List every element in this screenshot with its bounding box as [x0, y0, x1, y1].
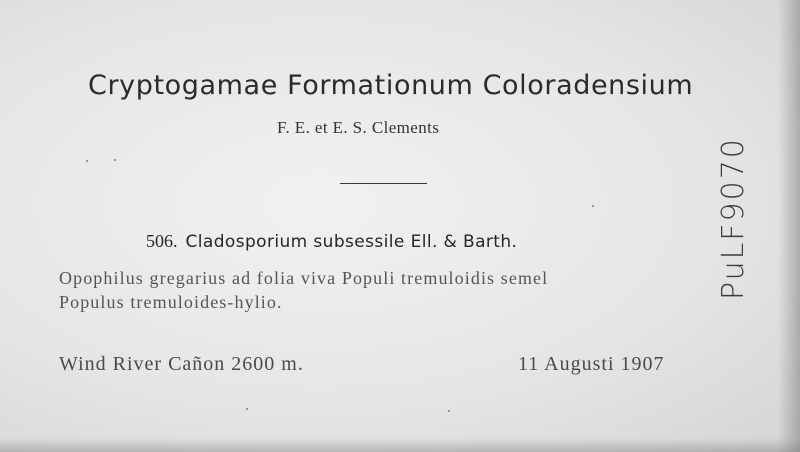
- divider-rule: [340, 183, 427, 184]
- habitat-line-2: Populus tremuloides-hylio.: [59, 292, 283, 312]
- habitat-line-1: Opophilus gregarius ad folia viva Populi tremuloidis semel: [59, 268, 549, 288]
- paper-shadow-right: [778, 0, 800, 452]
- collectors-line: F. E. et E. S. Clements: [277, 118, 440, 137]
- collection-date: 11 Augusti 1907: [518, 353, 665, 375]
- species-name: Cladosporium subsessile Ell. & Barth.: [185, 232, 518, 252]
- paper-shadow-bottom: [0, 438, 800, 452]
- collection-locality: Wind River Cañon 2600 m.: [59, 353, 304, 375]
- species-line: [146, 231, 517, 252]
- specimen-number: 506.: [146, 231, 178, 251]
- handwritten-accession-number: PuLF9070: [716, 137, 751, 300]
- label-title: Cryptogamae Formationum Coloradensium: [88, 70, 694, 101]
